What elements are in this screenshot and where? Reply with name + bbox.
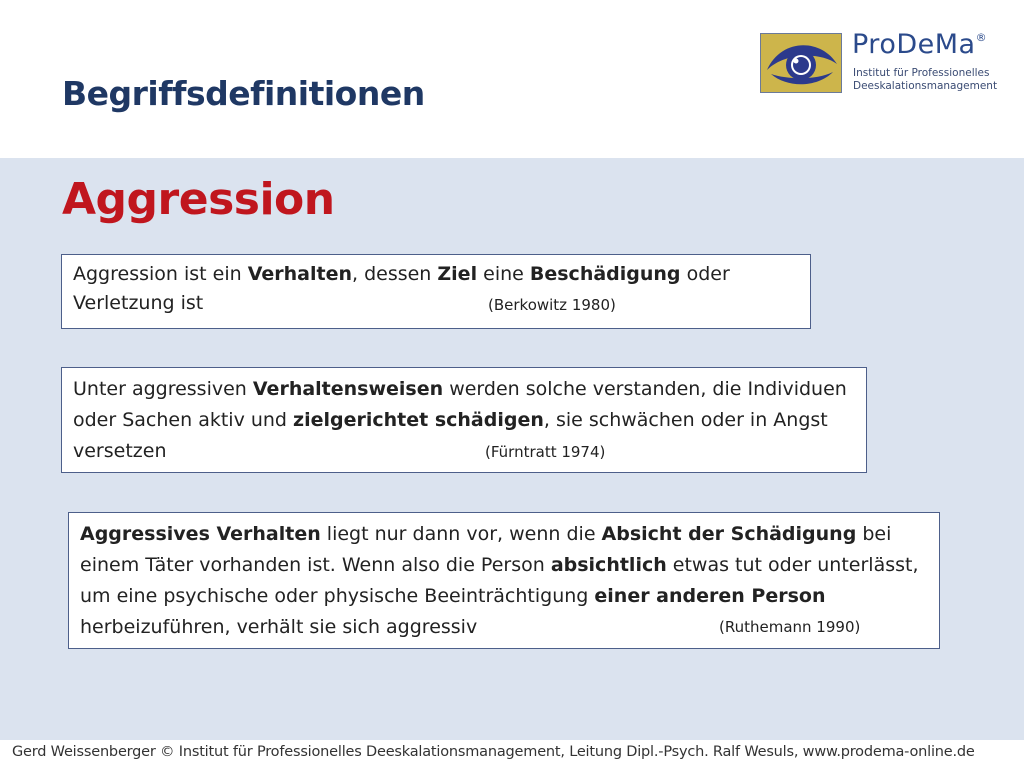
definition-box-ruthemann (68, 512, 940, 649)
definition-segment: , dessen (351, 263, 438, 285)
definition-box-berkowitz (61, 254, 811, 329)
definition-segment: Unter aggressiven (73, 378, 253, 400)
definition-text (73, 263, 730, 314)
prodema-logo (760, 30, 1000, 96)
definition-segment-bold: zielgerichtet schädigen (293, 409, 544, 431)
definition-segment: Aggression ist ein (73, 263, 248, 285)
definition-segment-bold: absichtlich (550, 554, 667, 576)
section-heading: Aggression (62, 174, 335, 225)
definition-segment-bold: Verhalten (247, 263, 352, 285)
citation-berkowitz: (Berkowitz 1980) (488, 296, 616, 314)
definition-segment: bei einem Täter vorhanden ist. Wenn also die Person (80, 523, 892, 576)
definition-segment: etwas tut oder unterlässt, um eine psychische oder physische Beeinträchtigung (80, 554, 919, 607)
slide-content (0, 158, 1024, 740)
definition-segment: liegt nur dann vor, wenn die (320, 523, 602, 545)
definition-segment: herbeizuführen, verhält sie sich aggressiv (80, 616, 478, 638)
page-title: Begriffsdefinitionen (62, 74, 425, 113)
slide-footer (0, 740, 1024, 768)
definition-segment: werden solche verstanden, die Individuen oder Sachen aktiv und (73, 378, 847, 431)
slide-header (0, 0, 1024, 158)
definition-segment: oder Verletzung ist (73, 263, 730, 314)
logo-subtitle-line1: Institut für Professionelles (853, 67, 990, 79)
footer-text: Gerd Weissenberger © Institut für Professionelles Deeskalationsmanagement, Leitung Dipl.-Psych. Ralf Wesuls, www.prodema-online.de (12, 744, 975, 760)
definition-segment-bold: Beschädigung (529, 263, 681, 285)
logo-subtitle-line2: Deeskalationsmanagement (853, 80, 998, 92)
definition-segment-bold: Aggressives Verhalten (80, 523, 321, 545)
definition-segment-bold: Ziel (437, 263, 478, 285)
definition-segment: , sie schwächen oder in Angst versetzen (73, 409, 828, 462)
definition-segment-bold: Verhaltensweisen (252, 378, 444, 400)
citation-fuerntratt: (Fürntratt 1974) (485, 443, 606, 461)
registered-mark: ® (975, 31, 988, 44)
logo-name (852, 29, 987, 60)
definition-text (73, 378, 847, 462)
citation-ruthemann: (Ruthemann 1990) (719, 618, 861, 636)
logo-subtitle (853, 67, 1003, 93)
definition-segment-bold: einer anderen Person (594, 585, 826, 607)
definition-segment: eine (477, 263, 530, 285)
definition-segment-bold: Absicht der Schädigung (601, 523, 857, 545)
definition-box-fuerntratt (61, 367, 867, 473)
eye-emblem-icon (760, 33, 842, 93)
logo-name-text: ProDeMa (852, 29, 976, 60)
